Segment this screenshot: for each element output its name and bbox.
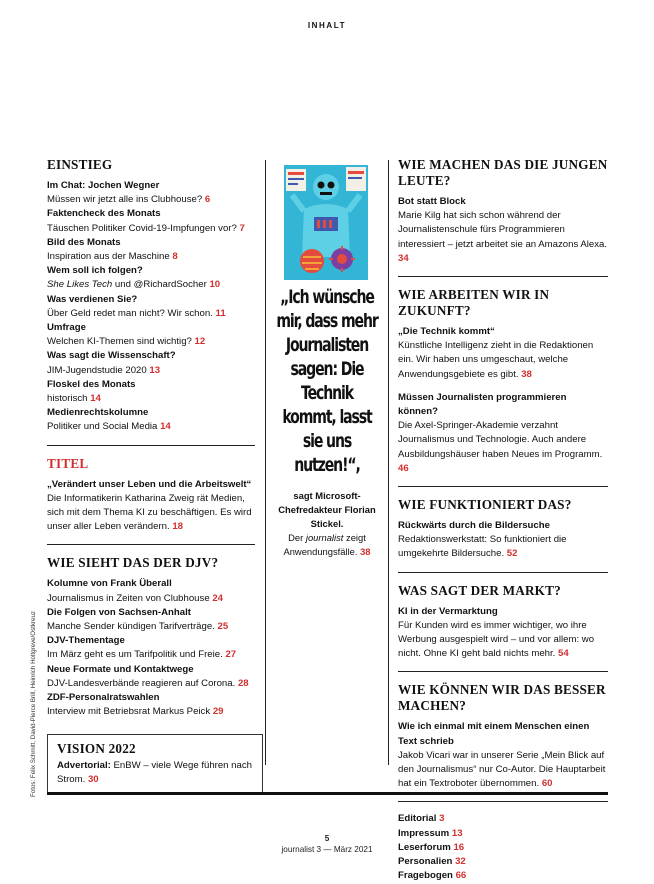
- entry-line: [47, 250, 255, 264]
- entry-title: Fragebogen: [398, 870, 453, 882]
- entry-title: Umfrage: [47, 322, 86, 334]
- entry-description: Die Axel-Springer-Akademie verzahnt Journalismus und Technologie. Auch andere Ausbildungshäuser haben Neues im Programm.: [398, 420, 603, 460]
- entry-description: Marie Kilg hat sich schon während der Journalistenschule fürs Programmieren interessiert – jetzt arbeitet sie an Amazons Alexa.: [398, 210, 608, 250]
- section-title-vision: VISION 2022: [57, 740, 136, 756]
- entry-page: 34: [398, 252, 409, 264]
- toc-entry[interactable]: [47, 321, 255, 349]
- section-title: WIE KÖNNEN WIR DAS BESSER MACHEN?: [398, 682, 606, 714]
- divider: [398, 572, 608, 573]
- toc-entry-titel[interactable]: [47, 478, 255, 535]
- entry-description-italic: She Likes Tech: [47, 279, 113, 291]
- entry-title: Impressum: [398, 827, 450, 839]
- entry-line: [47, 307, 255, 321]
- toc-entry[interactable]: [47, 349, 255, 377]
- divider: [398, 486, 608, 487]
- entry-page: 7: [239, 222, 245, 234]
- entry-page: 38: [360, 546, 371, 557]
- section-title-titel: TITEL: [47, 455, 89, 471]
- robot-illustration: [284, 165, 368, 280]
- entry-page: 13: [149, 364, 161, 376]
- entry-title: Was verdienen Sie?: [47, 293, 138, 305]
- entry-line: [47, 592, 255, 606]
- entry-page: 24: [212, 592, 223, 604]
- entry-page: 27: [225, 649, 237, 661]
- toc-entry[interactable]: [398, 720, 608, 791]
- entry-page: 16: [453, 841, 465, 853]
- djv-list: [47, 577, 255, 719]
- toc-entry[interactable]: [398, 325, 608, 382]
- photo-credit: Fotos: Felix Schmitt, David-Pierce Brill, Heinrich Holtgreve/Ostkreuz: [30, 610, 37, 797]
- entry-page: 13: [451, 827, 463, 839]
- entry-line: [398, 339, 608, 382]
- entry-title: Die Folgen von Sachsen-Anhalt: [47, 606, 191, 618]
- entry-title: Kolumne von Frank Überall: [47, 578, 172, 590]
- divider: [398, 276, 608, 277]
- entry-line: [398, 419, 608, 476]
- bottom-rule: [47, 792, 608, 795]
- entry-title: Wie ich einmal mit einem Menschen einen Text schrieb: [398, 721, 590, 747]
- entry-description: Interview mit Betriebsrat Markus Peick: [47, 706, 211, 718]
- toc-entry[interactable]: [47, 577, 255, 605]
- section-title: WIE MACHEN DAS DIE JUNGEN LEUTE?: [398, 157, 608, 188]
- attribution-pre: Der: [288, 532, 306, 543]
- divider: [398, 801, 608, 802]
- divider: [47, 445, 255, 446]
- entry-page: 54: [558, 648, 569, 660]
- toc-entry[interactable]: [47, 606, 255, 634]
- toc-entry[interactable]: [47, 634, 255, 662]
- quote-attribution[interactable]: [276, 489, 378, 559]
- divider: [398, 671, 608, 672]
- toc-entry[interactable]: [47, 691, 255, 719]
- toc-entry[interactable]: [47, 179, 255, 207]
- entry-line: [47, 648, 255, 662]
- entry-description: Müssen wir jetzt alle ins Clubhouse?: [47, 194, 203, 206]
- entry-line: [47, 392, 255, 406]
- shortlist-item[interactable]: [398, 869, 608, 883]
- toc-entry-vision: [57, 759, 254, 787]
- entry-title: Was sagt die Wissenschaft?: [47, 350, 176, 362]
- entry-title: Bild des Monats: [47, 236, 121, 248]
- entry-title: Editorial: [398, 813, 437, 825]
- shortlist-item[interactable]: [398, 855, 608, 869]
- toc-entry[interactable]: [47, 207, 255, 235]
- entry-page: 32: [455, 856, 466, 868]
- left-column: [47, 157, 255, 795]
- entry-description: DJV-Landesverbände reagieren auf Corona.: [47, 677, 236, 689]
- section-title: WIE ARBEITEN WIR IN ZUKUNFT?: [398, 287, 550, 319]
- entry-description: Politiker und Social Media: [47, 421, 158, 433]
- entry-title: Im Chat: Jochen Wegner: [47, 180, 160, 191]
- entry-line: [47, 705, 255, 719]
- entry-title: „Die Technik kommt“: [398, 326, 495, 338]
- entry-title: „Verändert unser Leben und die Arbeitswelt“: [47, 478, 252, 490]
- attribution-speaker: sagt Microsoft-Chefredakteur Florian Stickel.: [278, 490, 376, 529]
- toc-entry[interactable]: [398, 605, 608, 662]
- entry-line: [47, 420, 255, 434]
- entry-description: Jakob Vicari war in unserer Serie „Mein Blick auf den Journalismus“ nur Co-Autor. Die Hauptarbeit hat ein Textroboter übernommen.: [398, 749, 606, 790]
- entry-line: [47, 335, 255, 349]
- entry-description: und @RichardSocher: [112, 279, 207, 291]
- section-title-djv: WIE SIEHT DAS DER DJV?: [47, 555, 219, 571]
- entry-line: [47, 677, 255, 691]
- entry-title: Personalien: [398, 856, 453, 868]
- column-divider-left: [265, 160, 266, 765]
- entry-page: 12: [194, 336, 206, 348]
- section-title-einstieg: EINSTIEG: [47, 157, 113, 172]
- entry-title: Floskel des Monats: [47, 378, 136, 390]
- toc-entry[interactable]: [47, 293, 255, 321]
- entry-description: Manche Sender kündigen Tarifverträge.: [47, 621, 215, 633]
- entry-description: historisch: [47, 393, 88, 405]
- page-number: 5: [324, 834, 330, 843]
- toc-entry[interactable]: [47, 378, 255, 406]
- divider: [47, 544, 255, 545]
- entry-page: 60: [541, 778, 553, 790]
- entry-title: Leserforum: [398, 841, 451, 853]
- attribution-post: zeigt Anwendungsfälle.: [283, 532, 366, 557]
- entry-description: Die Informatikerin Katharina Zweig rät Medien, sich mit dem Thema KI zu beschäftigen. Es wird unser aller Leben verändern.: [47, 492, 252, 533]
- entry-description: Welchen KI-Themen sind wichtig?: [47, 336, 192, 348]
- entry-line: [398, 209, 608, 266]
- right-column: [398, 157, 608, 884]
- entry-page: 14: [160, 421, 171, 433]
- entry-title: Medienrechtskolumne: [47, 407, 149, 419]
- toc-entry[interactable]: [47, 236, 255, 264]
- entry-page: 28: [237, 677, 249, 689]
- entry-line: [47, 222, 255, 236]
- entry-page: 10: [209, 279, 221, 291]
- pull-quote: „Ich wünsche mir, dass mehr Journalisten sagen: Die Technik kommt, lasst sie uns nutzen!“,: [276, 286, 378, 476]
- right-sections: [398, 157, 608, 802]
- entry-title: Müssen Journalisten programmieren können?: [398, 391, 567, 418]
- entry-line: [47, 620, 255, 634]
- issue-info: journalist 3 — März 2021: [281, 845, 373, 854]
- einstieg-list: [47, 179, 255, 435]
- entry-page: 52: [506, 548, 518, 560]
- vision-box[interactable]: [47, 734, 263, 795]
- section-title: WIE FUNKTIONIERT DAS?: [398, 497, 572, 513]
- entry-description: Redaktionswerkstatt: So funktioniert die umgekehrte Bildersuche.: [398, 534, 567, 560]
- entry-description: Im März geht es um Tarifpolitik und Freie.: [47, 649, 223, 661]
- entry-description: Täuschen Politiker Covid-19-Impfungen vor?: [47, 222, 237, 234]
- entry-page: 38: [521, 368, 532, 380]
- entry-page: 29: [212, 706, 224, 718]
- entry-page: 25: [217, 621, 229, 633]
- entry-title: Wem soll ich folgen?: [47, 265, 143, 277]
- entry-line: [47, 278, 255, 292]
- entry-title: Neue Formate und Kontaktwege: [47, 663, 194, 675]
- toc-entry[interactable]: [398, 519, 608, 562]
- entry-page: 6: [204, 194, 211, 206]
- toc-entry[interactable]: [47, 264, 255, 292]
- magazine-name: journalist: [305, 532, 344, 543]
- entry-page: 46: [398, 462, 409, 474]
- toc-entry[interactable]: [398, 391, 608, 476]
- entry-title: Faktencheck des Monats: [47, 208, 161, 220]
- entry-description: Über Geld redet man nicht? Wir schon.: [47, 307, 213, 319]
- section-title: WAS SAGT DER MARKT?: [398, 582, 561, 598]
- entry-page: 14: [90, 393, 101, 405]
- entry-title: ZDF-Personalratswahlen: [47, 692, 160, 704]
- entry-title: Bot statt Block: [398, 196, 466, 207]
- toc-entry[interactable]: [398, 195, 608, 266]
- middle-column: [276, 160, 378, 559]
- entry-page: 8: [172, 251, 178, 263]
- entry-page: 30: [87, 773, 99, 785]
- entry-page: 3: [439, 813, 445, 825]
- page-footer: [0, 833, 654, 855]
- shortlist-item[interactable]: [398, 812, 608, 826]
- toc-entry[interactable]: [47, 406, 255, 434]
- toc-entry[interactable]: [47, 663, 255, 691]
- entry-page: 11: [215, 307, 226, 319]
- entry-page: 66: [455, 870, 467, 882]
- entry-description: Journalismus in Zeiten von Clubhouse: [47, 592, 210, 604]
- entry-line: [398, 619, 608, 662]
- section-label: INHALT: [307, 21, 347, 30]
- entry-title: Rückwärts durch die Bildersuche: [398, 520, 550, 532]
- entry-line: [398, 749, 608, 792]
- entry-page: 18: [172, 521, 184, 533]
- entry-description: Für Kunden wird es immer wichtiger, wo ihre Werbung ausgespielt wird – und vor allem: wo nicht. Ohne KI geht bald nichts mehr.: [398, 619, 595, 660]
- entry-description: EnBW – viele Wege führen nach Strom.: [57, 759, 252, 785]
- entry-title: KI in der Vermarktung: [398, 605, 498, 617]
- entry-description: Inspiration aus der Maschine: [47, 251, 170, 263]
- entry-description: Künstliche Intelligenz zieht in die Redaktionen ein. Wir haben uns umgeschaut, welche Anwendungsgebiete es gibt.: [398, 340, 594, 380]
- entry-line: [47, 364, 255, 378]
- column-divider-right: [388, 160, 389, 765]
- entry-description: JIM-Jugendstudie 2020: [47, 364, 147, 376]
- advertorial-label: Advertorial:: [57, 759, 111, 771]
- entry-title: DJV-Thementage: [47, 635, 125, 647]
- entry-line: [47, 193, 255, 207]
- entry-line: [398, 533, 608, 561]
